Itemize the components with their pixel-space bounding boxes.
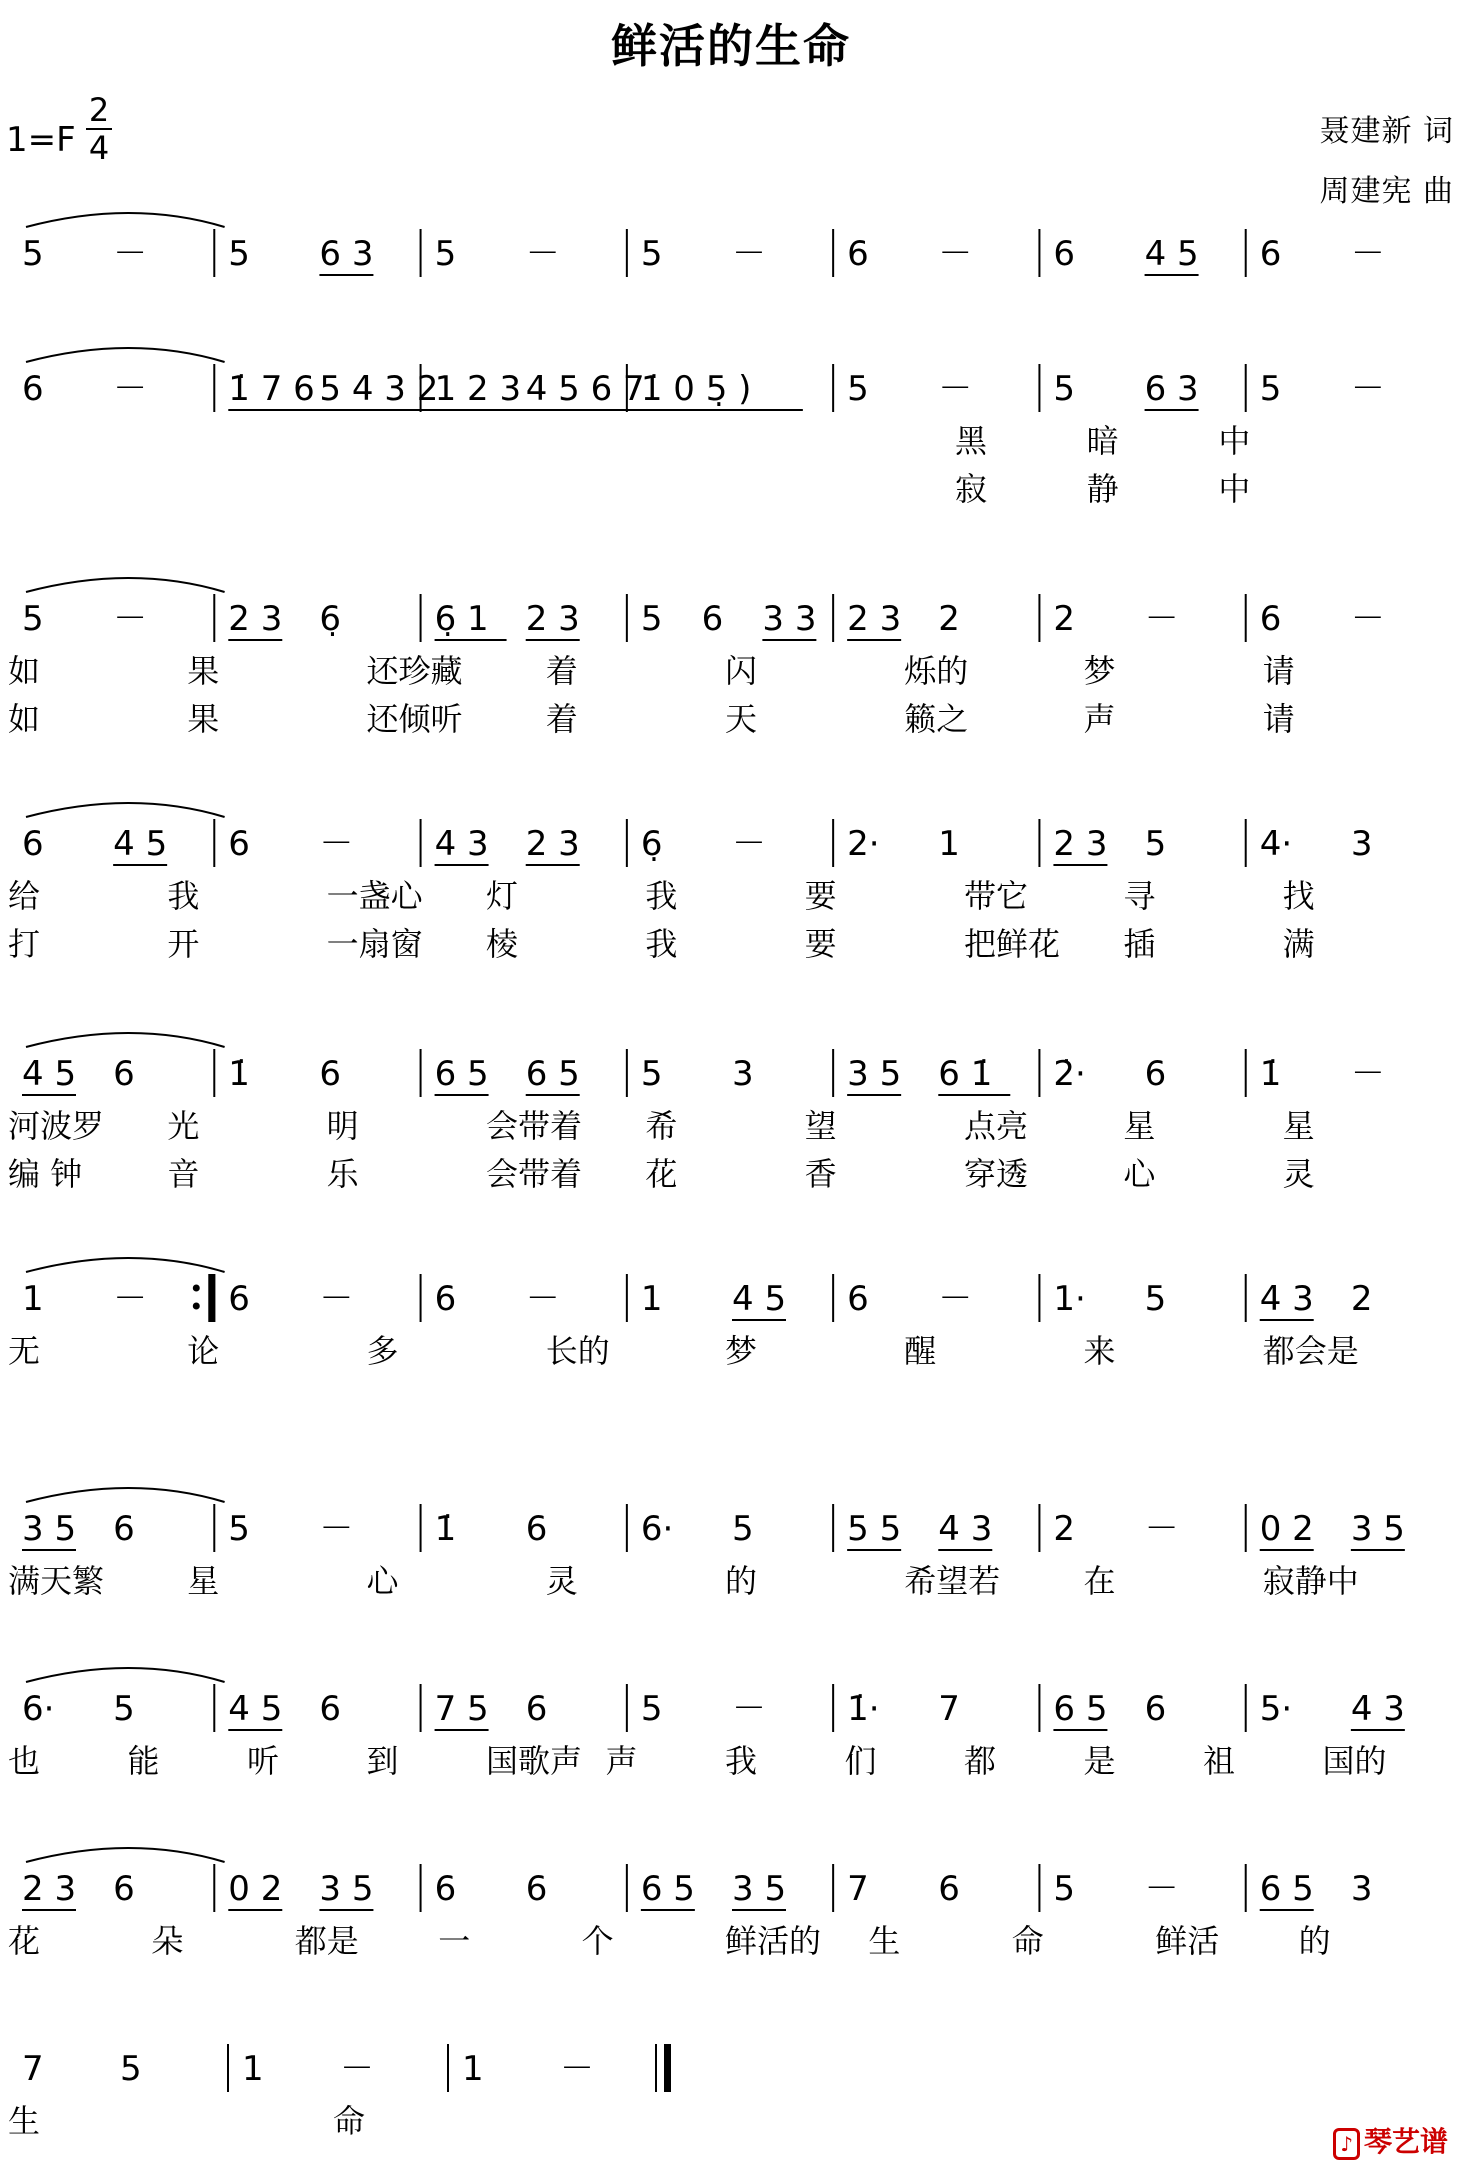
lyric-syllable: 花 bbox=[645, 1155, 678, 1193]
note-group: 3 5 bbox=[22, 1509, 77, 1549]
lyric-syllable: 长的 bbox=[545, 1332, 610, 1370]
note-group: 1 bbox=[462, 2049, 484, 2089]
lyric-syllable: 给 bbox=[8, 877, 41, 915]
lyric-syllable: 希 bbox=[645, 1107, 678, 1145]
note-group: 4 5 6 7 bbox=[525, 369, 645, 409]
lyric-syllable: 会带着 bbox=[486, 1155, 583, 1193]
song-title: 鲜活的生命 bbox=[611, 19, 851, 73]
note-group: 6 3 bbox=[319, 234, 374, 274]
note-group: 5 bbox=[434, 234, 457, 274]
lyric-syllable: 的 bbox=[1298, 1922, 1331, 1960]
note-group: － bbox=[525, 1279, 560, 1319]
note-group: 6 bbox=[1259, 599, 1282, 639]
lyric-syllable: 光 bbox=[167, 1107, 200, 1145]
note-group: 4 3 bbox=[434, 824, 489, 864]
slur-mark bbox=[26, 1258, 225, 1272]
note-group: － bbox=[113, 369, 148, 409]
note-group: 6 bbox=[525, 1509, 548, 1549]
lyric-syllable: 国的 bbox=[1322, 1742, 1387, 1780]
slur-mark bbox=[26, 1033, 225, 1047]
note-group: 4 3 bbox=[938, 1509, 993, 1549]
lyric-syllable: 河波罗 bbox=[8, 1107, 105, 1145]
note-group: 1̇ bbox=[1259, 1054, 1282, 1094]
lyric-syllable: 来 bbox=[1083, 1332, 1116, 1370]
lyric-syllable: 心 bbox=[1123, 1155, 1156, 1193]
lyric-syllable: 命 bbox=[333, 2102, 366, 2140]
note-group: 5 bbox=[640, 234, 663, 274]
note-group: 6̣ bbox=[640, 824, 663, 864]
note-group: 4 5 bbox=[113, 824, 168, 864]
lyric-syllable: 灯 bbox=[486, 877, 519, 915]
note-group: － bbox=[1350, 369, 1385, 409]
note-group: 4 5 bbox=[732, 1279, 787, 1319]
note-group: 5 bbox=[640, 599, 663, 639]
note-group: 6 bbox=[319, 1054, 342, 1094]
note-group: 2 bbox=[938, 599, 960, 639]
note-group: 6 bbox=[1144, 1054, 1167, 1094]
note-group: 2 3 bbox=[228, 599, 283, 639]
final-barline-thick bbox=[664, 2044, 671, 2092]
note-group: 5 bbox=[1053, 1869, 1076, 1909]
lyric-syllable: 们 bbox=[844, 1742, 877, 1780]
lyric-syllable: 静 bbox=[1086, 470, 1119, 508]
note-group: 2 bbox=[1350, 1279, 1373, 1319]
note-group: 5 bbox=[847, 369, 869, 409]
note-group: 3 5 bbox=[1350, 1509, 1405, 1549]
note-group: 4 5 bbox=[1144, 234, 1199, 274]
slur-mark bbox=[26, 348, 225, 362]
note-group: 7 bbox=[22, 2049, 44, 2089]
note-group: 5 bbox=[22, 234, 44, 274]
note-group: 3 bbox=[1350, 824, 1373, 864]
note-group: 6 bbox=[1144, 1689, 1167, 1729]
lyric-syllable: 烁的 bbox=[904, 652, 969, 690]
note-group: 4· bbox=[1259, 824, 1293, 864]
lyric-syllable: 希望若 bbox=[904, 1562, 1001, 1600]
note-group: 5 bbox=[1259, 369, 1282, 409]
note-group: 5 bbox=[640, 1689, 663, 1729]
lyric-syllable: 开 bbox=[167, 925, 200, 963]
note-group: 2̇· bbox=[1053, 1054, 1086, 1094]
note-group: － bbox=[1350, 234, 1385, 274]
note-group: 3 5 bbox=[732, 1869, 787, 1909]
lyric-syllable: 还倾听 bbox=[366, 700, 463, 738]
lyric-syllable: 籁之 bbox=[904, 700, 969, 738]
note-group: 6 bbox=[228, 824, 250, 864]
note-group: 5 bbox=[113, 1689, 135, 1729]
note-group: 4 5 bbox=[22, 1054, 77, 1094]
note-group: 2 3 bbox=[22, 1869, 77, 1909]
note-group: 1 bbox=[22, 1279, 44, 1319]
note-group: － bbox=[732, 234, 766, 274]
note-group: 6 bbox=[113, 1054, 135, 1094]
note-group: 2· bbox=[847, 824, 880, 864]
lyric-syllable: 还珍藏 bbox=[366, 652, 463, 690]
lyric-syllable: 点亮 bbox=[964, 1107, 1029, 1145]
note-group: － bbox=[319, 1509, 354, 1549]
note-group: 1 bbox=[640, 1279, 663, 1319]
lyric-syllable: 着 bbox=[545, 700, 578, 738]
note-group: 5 bbox=[228, 1509, 250, 1549]
note-group: 2 3 bbox=[847, 599, 902, 639]
note-group: 6 5 bbox=[525, 1054, 580, 1094]
note-group: 1̇ 0 5̣ ) bbox=[640, 369, 752, 409]
lyric-syllable: 寻 bbox=[1123, 877, 1156, 915]
note-group: 1· bbox=[1053, 1279, 1086, 1319]
lyric-syllable: 寂静中 bbox=[1262, 1562, 1359, 1600]
note-group: － bbox=[1350, 599, 1385, 639]
lyric-syllable: 中 bbox=[1218, 470, 1251, 508]
note-group: 6 bbox=[22, 369, 44, 409]
key-signature: 1=F bbox=[6, 120, 76, 160]
repeat-dot bbox=[193, 1285, 200, 1292]
lyric-syllable: 命 bbox=[1011, 1922, 1044, 1960]
lyric-syllable: 星 bbox=[1282, 1107, 1315, 1145]
lyric-syllable: 打 bbox=[8, 925, 41, 963]
lyric-syllable: 生 bbox=[868, 1922, 901, 1960]
lyric-syllable: 编 钟 bbox=[8, 1155, 83, 1193]
lyric-syllable: 着 bbox=[545, 652, 578, 690]
slur-mark bbox=[26, 1488, 225, 1502]
slur-mark bbox=[26, 1848, 225, 1862]
lyric-syllable: 声 bbox=[1083, 700, 1116, 738]
note-group: 1̇ 7 6 bbox=[228, 369, 315, 409]
note-group: － bbox=[319, 1279, 354, 1319]
lyric-syllable: 都会是 bbox=[1262, 1332, 1359, 1370]
lyric-syllable: 无 bbox=[8, 1332, 41, 1370]
note-group: 2 3 bbox=[1053, 824, 1108, 864]
lyric-syllable: 如 bbox=[8, 652, 41, 690]
note-group: － bbox=[560, 2049, 594, 2089]
note-group: 5 bbox=[22, 599, 44, 639]
note-group: 6· bbox=[22, 1689, 55, 1729]
note-group: 7 bbox=[847, 1869, 869, 1909]
note-group: 5 bbox=[732, 1509, 754, 1549]
lyric-syllable: 天 bbox=[725, 700, 758, 738]
lyric-syllable: 带它 bbox=[964, 877, 1029, 915]
lyric-syllable: 乐 bbox=[326, 1155, 359, 1193]
note-group: 5 5 bbox=[847, 1509, 902, 1549]
lyric-syllable: 望 bbox=[804, 1107, 837, 1145]
lyric-syllable: 中 bbox=[1218, 422, 1251, 460]
lyric-syllable: 听 bbox=[247, 1742, 280, 1780]
note-group: 6 1̇ bbox=[938, 1054, 993, 1094]
note-group: 1 bbox=[242, 2049, 264, 2089]
lyric-syllable: 如 bbox=[8, 700, 41, 738]
note-group: 6 bbox=[847, 234, 869, 274]
lyric-syllable: 鲜活的 bbox=[725, 1922, 822, 1960]
note-group: 6 bbox=[847, 1279, 869, 1319]
lyric-syllable: 黑 bbox=[955, 422, 988, 460]
note-group: 6̣ 1 bbox=[434, 599, 489, 639]
note-group: 2 bbox=[1053, 1509, 1076, 1549]
watermark-logo bbox=[1333, 2120, 1448, 2160]
note-group: － bbox=[340, 2049, 374, 2089]
note-group: 2 3 bbox=[525, 599, 580, 639]
lyric-syllable: 多 bbox=[366, 1332, 399, 1370]
logo-icon: ♪ bbox=[1333, 2128, 1360, 2160]
note-group: 3 bbox=[732, 1054, 754, 1094]
lyric-syllable: 国歌声 bbox=[486, 1742, 583, 1780]
lyric-syllable: 心 bbox=[366, 1562, 399, 1600]
lyric-syllable: 请 bbox=[1262, 700, 1295, 738]
lyric-syllable: 在 bbox=[1083, 1562, 1116, 1600]
note-group: 6 bbox=[319, 1689, 342, 1729]
note-group: 6 bbox=[938, 1869, 960, 1909]
lyric-syllable: 一扇窗 bbox=[326, 925, 423, 963]
note-group: － bbox=[113, 599, 148, 639]
lyric-syllable: 个 bbox=[581, 1922, 614, 1960]
repeat-dot bbox=[193, 1303, 200, 1310]
lyric-syllable: 香 bbox=[804, 1155, 837, 1193]
note-group: － bbox=[938, 369, 973, 409]
lyric-syllable: 找 bbox=[1282, 877, 1315, 915]
lyric-syllable: 满天繁 bbox=[8, 1562, 105, 1600]
note-group: 6 3 bbox=[1144, 369, 1199, 409]
lyric-syllable: 祖 bbox=[1203, 1742, 1236, 1780]
note-group: 0 2 bbox=[228, 1869, 283, 1909]
note-group: 7 5 bbox=[434, 1689, 489, 1729]
note-group: － bbox=[938, 1279, 973, 1319]
lyric-syllable: 一盏心 bbox=[326, 877, 423, 915]
note-group: － bbox=[113, 1279, 148, 1319]
lyric-syllable: 把鲜花 bbox=[964, 925, 1061, 963]
lyric-syllable: 要 bbox=[804, 925, 837, 963]
note-group: 6 bbox=[113, 1509, 135, 1549]
note-group: 5 bbox=[1144, 1279, 1167, 1319]
lyric-syllable: 音 bbox=[167, 1155, 200, 1193]
note-group: 7 bbox=[938, 1689, 960, 1729]
slur-mark bbox=[26, 1668, 225, 1682]
lyric-syllable: 我 bbox=[645, 877, 678, 915]
lyric-syllable: 鲜活 bbox=[1155, 1922, 1220, 1960]
note-group: 3 5 bbox=[319, 1869, 374, 1909]
note-group: 6 bbox=[434, 1869, 457, 1909]
lyric-syllable: 灵 bbox=[545, 1562, 578, 1600]
note-group: 5 bbox=[120, 2049, 142, 2089]
note-group: 5· bbox=[1259, 1689, 1293, 1729]
lyricist-credit: 聂建新 词 bbox=[1319, 114, 1454, 149]
lyric-syllable: 我 bbox=[725, 1742, 758, 1780]
note-group: 6̣ bbox=[319, 599, 342, 639]
lyric-syllable: 我 bbox=[167, 877, 200, 915]
note-group: － bbox=[938, 234, 973, 274]
lyric-syllable: 星 bbox=[187, 1562, 220, 1600]
lyric-syllable: 能 bbox=[127, 1742, 160, 1780]
lyric-syllable: 插 bbox=[1123, 925, 1156, 963]
note-group: － bbox=[1144, 1869, 1179, 1909]
note-group: 6 bbox=[434, 1279, 457, 1319]
lyric-syllable: 朵 bbox=[151, 1922, 184, 1960]
slur-mark bbox=[26, 578, 225, 592]
time-signature-bottom: 4 bbox=[88, 129, 110, 167]
note-group: 6 5 bbox=[1053, 1689, 1108, 1729]
note-group: 1 bbox=[938, 824, 960, 864]
slur-mark bbox=[26, 213, 225, 227]
lyric-syllable: 到 bbox=[366, 1742, 399, 1780]
note-group: 5 bbox=[640, 1054, 663, 1094]
lyric-syllable: 都是 bbox=[294, 1922, 359, 1960]
lyric-syllable: 声 bbox=[605, 1742, 638, 1780]
note-group: 3 5 bbox=[847, 1054, 902, 1094]
note-group: 6 5 bbox=[434, 1054, 489, 1094]
note-group: 1̇· bbox=[847, 1689, 880, 1729]
watermark-text: 琴艺谱 bbox=[1363, 2125, 1448, 2158]
lyric-syllable: 是 bbox=[1083, 1742, 1116, 1780]
lyric-syllable: 梦 bbox=[725, 1332, 758, 1370]
composer-credit: 周建宪 曲 bbox=[1319, 174, 1454, 209]
note-group: 5 bbox=[1053, 369, 1076, 409]
note-group: 5 bbox=[228, 234, 250, 274]
lyric-syllable: 都 bbox=[964, 1742, 997, 1780]
note-group: 4 3 bbox=[1350, 1689, 1405, 1729]
lyric-syllable: 寂 bbox=[955, 470, 988, 508]
note-group: 3 bbox=[1350, 1869, 1373, 1909]
lyric-syllable: 生 bbox=[8, 2102, 41, 2140]
note-group: 6 bbox=[525, 1869, 548, 1909]
lyric-syllable: 棱 bbox=[486, 925, 519, 963]
note-group: － bbox=[732, 1689, 766, 1729]
note-group: － bbox=[319, 824, 354, 864]
note-group: 6· bbox=[640, 1509, 674, 1549]
note-group: 5 bbox=[1144, 824, 1167, 864]
note-group: 4 5 bbox=[228, 1689, 283, 1729]
lyric-syllable: 会带着 bbox=[486, 1107, 583, 1145]
lyric-syllable: 闪 bbox=[725, 652, 758, 690]
note-group: 0 2 bbox=[1259, 1509, 1314, 1549]
note-group: － bbox=[732, 824, 766, 864]
note-group: 1̇ bbox=[228, 1054, 250, 1094]
repeat-barline bbox=[208, 1274, 215, 1322]
note-group: 6 bbox=[1259, 234, 1282, 274]
lyric-syllable: 穿透 bbox=[964, 1155, 1029, 1193]
note-group: － bbox=[525, 234, 560, 274]
lyric-syllable: 也 bbox=[8, 1742, 41, 1780]
lyric-syllable: 星 bbox=[1123, 1107, 1156, 1145]
note-group: 6 bbox=[701, 599, 724, 639]
lyric-syllable: 的 bbox=[725, 1562, 758, 1600]
lyric-syllable: 花 bbox=[8, 1922, 41, 1960]
time-signature-top: 2 bbox=[88, 91, 110, 129]
note-group: 1̇ bbox=[434, 1509, 457, 1549]
note-group: 6 bbox=[525, 1689, 548, 1729]
note-group: 5 4 3 2 bbox=[319, 369, 439, 409]
note-group: 6 bbox=[228, 1279, 250, 1319]
note-group: － bbox=[1350, 1054, 1385, 1094]
note-group: 6 bbox=[1053, 234, 1076, 274]
lyric-syllable: 醒 bbox=[904, 1332, 937, 1370]
note-group: 6 bbox=[22, 824, 44, 864]
note-group: － bbox=[1144, 599, 1179, 639]
note-group: 2 bbox=[1053, 599, 1076, 639]
note-group: 6 5 bbox=[640, 1869, 695, 1909]
lyric-syllable: 灵 bbox=[1282, 1155, 1315, 1193]
note-group: 1 2 3 bbox=[434, 369, 522, 409]
lyric-syllable: 暗 bbox=[1086, 422, 1119, 460]
lyric-syllable: 请 bbox=[1262, 652, 1295, 690]
lyric-syllable: 果 bbox=[187, 652, 220, 690]
lyric-syllable: 梦 bbox=[1083, 652, 1116, 690]
lyric-syllable: 论 bbox=[187, 1332, 220, 1370]
note-group: 3 3 bbox=[762, 599, 817, 639]
note-group: － bbox=[1144, 1509, 1179, 1549]
note-group: 6 5 bbox=[1259, 1869, 1314, 1909]
lyric-syllable: 明 bbox=[326, 1107, 359, 1145]
lyric-syllable: 一 bbox=[438, 1922, 471, 1960]
note-group: 4 3 bbox=[1259, 1279, 1314, 1319]
lyric-syllable: 要 bbox=[804, 877, 837, 915]
note-group: － bbox=[113, 234, 148, 274]
lyric-syllable: 我 bbox=[645, 925, 678, 963]
note-group: 2 3 bbox=[525, 824, 580, 864]
lyric-syllable: 果 bbox=[187, 700, 220, 738]
lyric-syllable: 满 bbox=[1282, 925, 1315, 963]
slur-mark bbox=[26, 803, 225, 817]
note-group: 6 bbox=[113, 1869, 135, 1909]
